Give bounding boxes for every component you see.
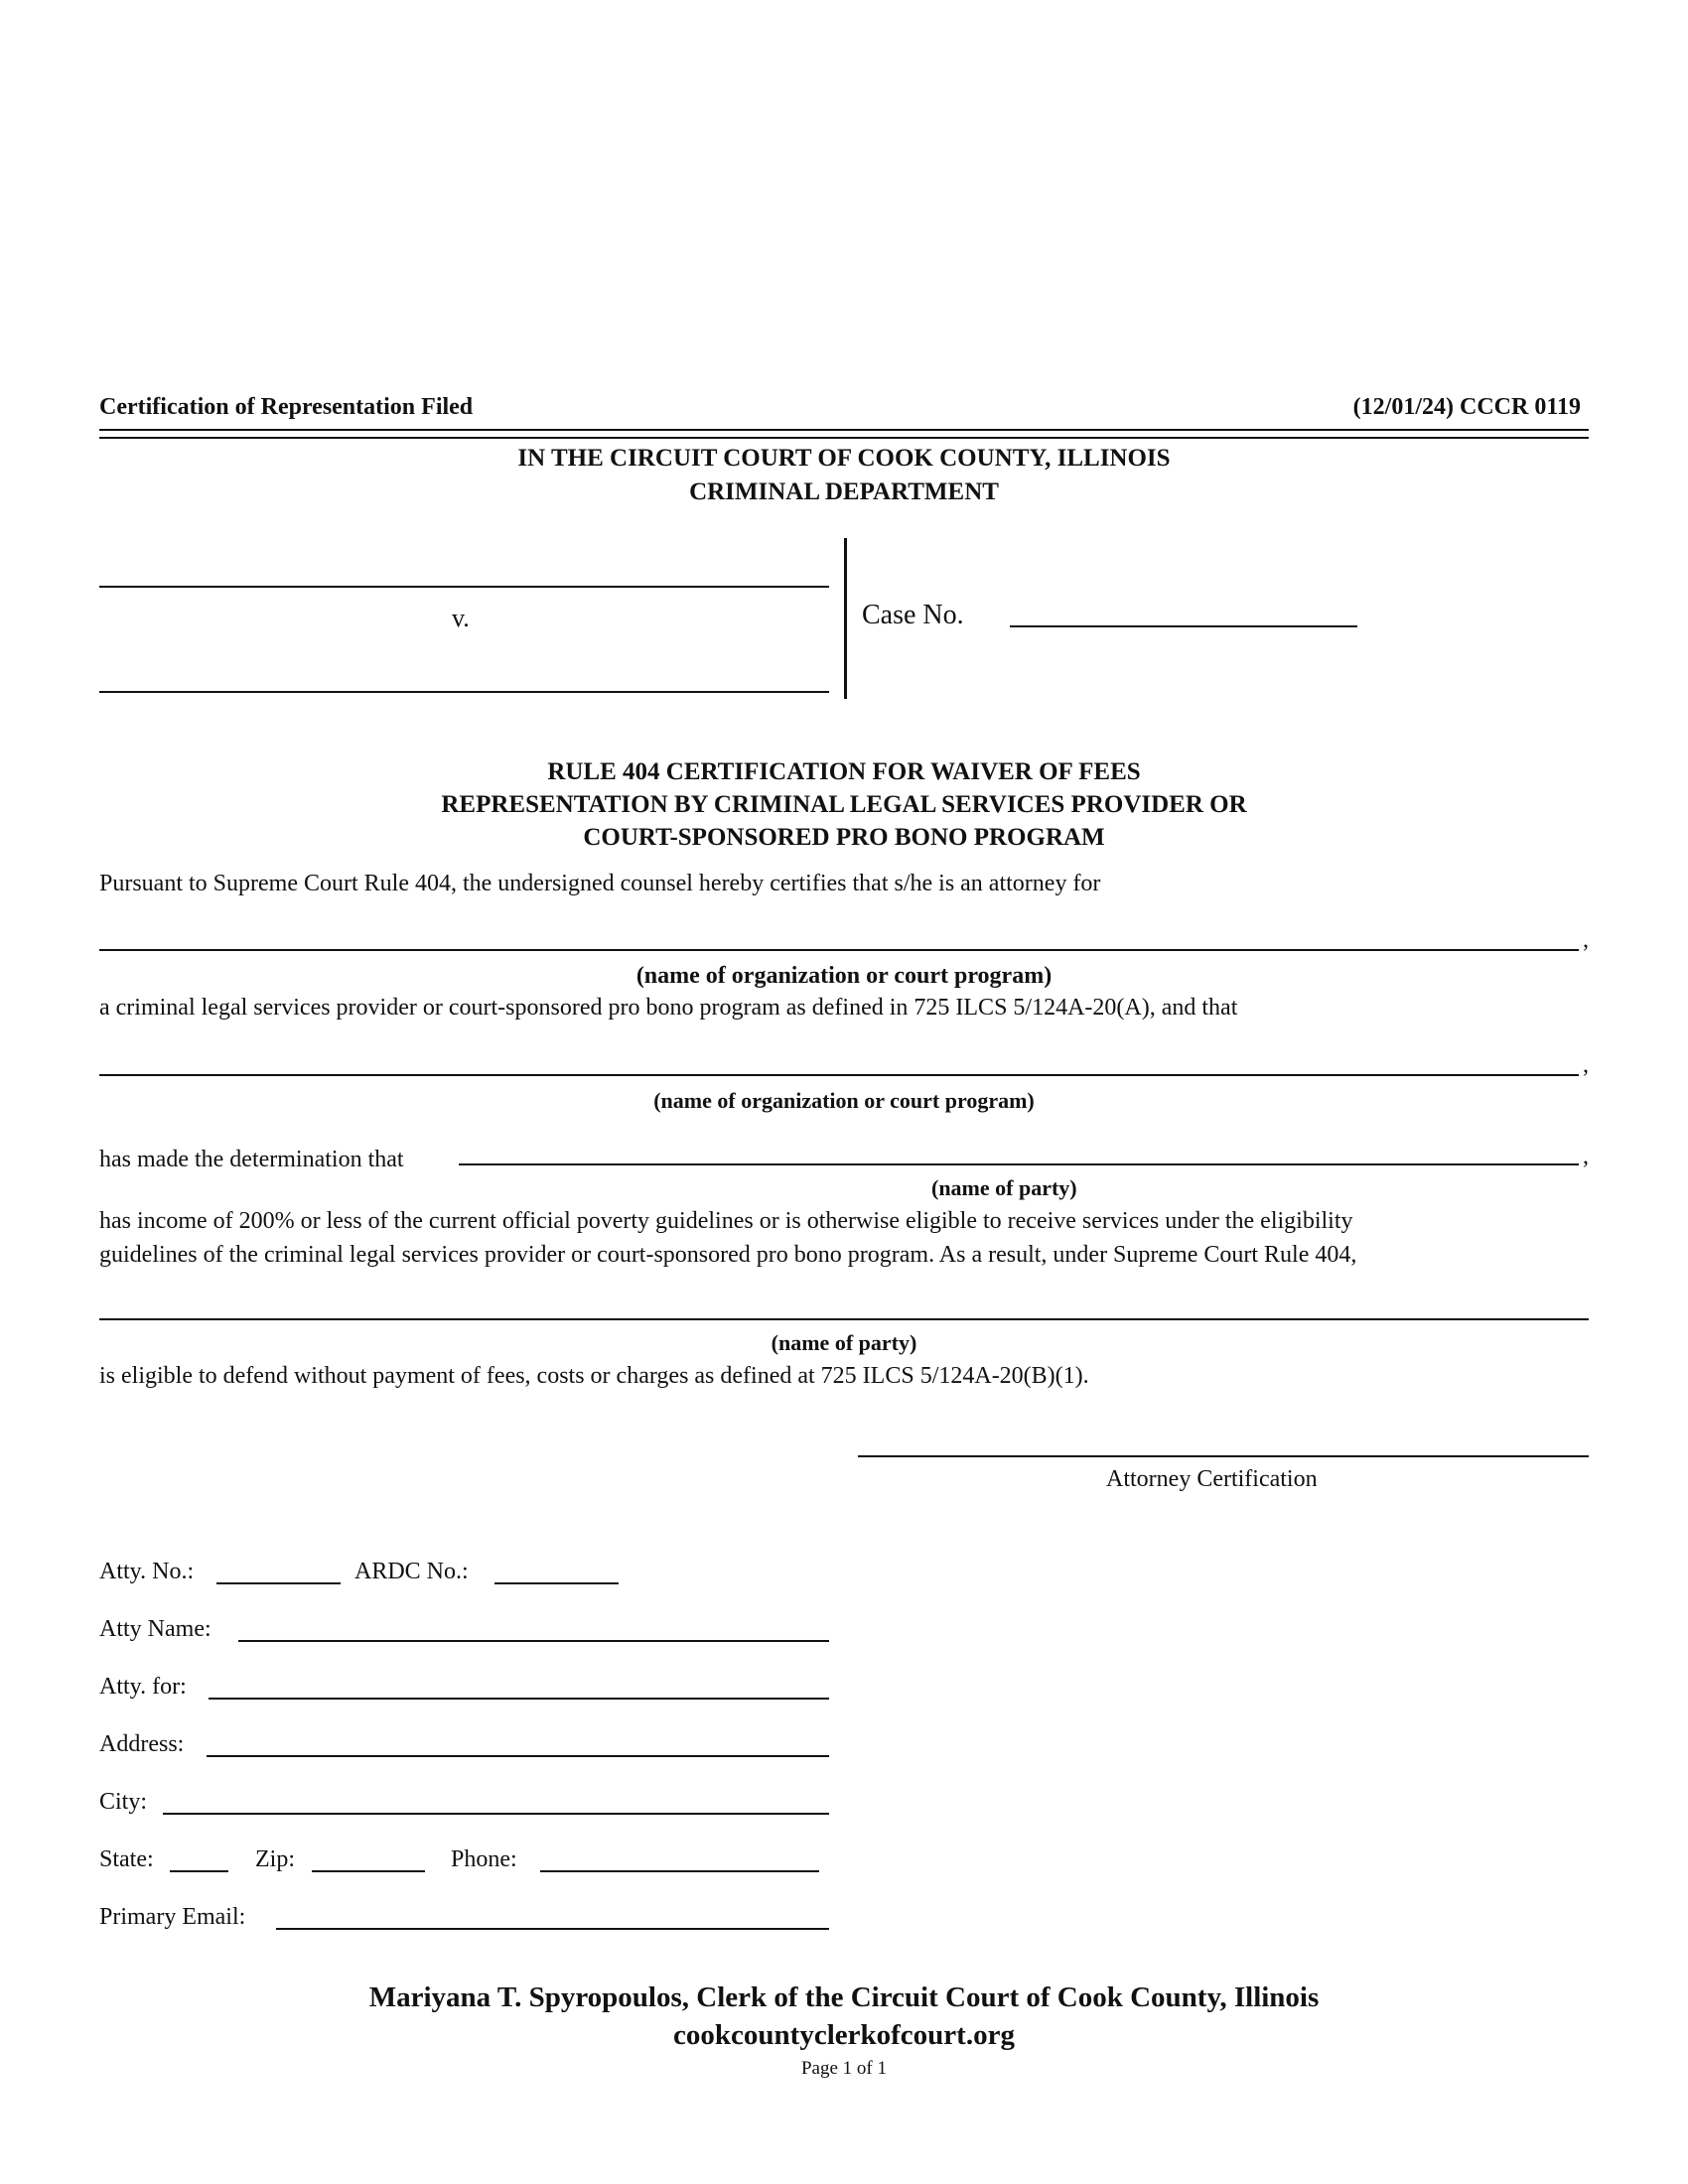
state-label: State: — [99, 1846, 154, 1872]
header-rule-top — [99, 429, 1589, 431]
city-label: City: — [99, 1789, 148, 1815]
caption-party-1: (name of party) — [931, 1175, 1077, 1200]
address-field[interactable] — [207, 1725, 829, 1753]
versus-text: v. — [452, 604, 470, 632]
case-number-field[interactable] — [1010, 596, 1357, 623]
footer-clerk: Mariyana T. Spyropoulos, Clerk of the Circuit Court of Cook County, Illinois — [368, 1981, 1320, 2013]
atty-for-label: Atty. for: — [99, 1674, 187, 1700]
comma-1: , — [1583, 927, 1589, 953]
state-field[interactable] — [170, 1841, 228, 1868]
footer-website[interactable]: cookcountyclerkofcourt.org — [673, 2019, 1015, 2051]
caption-organization-2: (name of organization or court program) — [653, 1088, 1035, 1113]
header-rule-bottom — [99, 437, 1589, 439]
defendant-line — [99, 691, 829, 693]
plaintiff-field[interactable] — [99, 556, 829, 584]
body-para-3-line-1: has income of 200% or less of the current official poverty guidelines or is otherwise eligible to receive services under the eligibility — [99, 1208, 1353, 1234]
footer-page-number: Page 1 of 1 — [800, 2058, 887, 2079]
title-line-1: RULE 404 CERTIFICATION FOR WAIVER OF FEES — [547, 758, 1141, 785]
body-para-4: is eligible to defend without payment of fees, costs or charges as defined at 725 ILCS 5/124A-20(B)(1). — [99, 1363, 1089, 1389]
atty-name-label: Atty Name: — [99, 1616, 211, 1642]
email-label: Primary Email: — [99, 1904, 246, 1930]
state-line — [170, 1870, 228, 1872]
party-field-2[interactable] — [99, 1289, 1589, 1316]
signature-line — [858, 1455, 1589, 1457]
form-title: Certification of Representation Filed — [99, 394, 474, 420]
organization-line-1 — [99, 949, 1579, 951]
comma-2: , — [1583, 1052, 1589, 1078]
zip-line — [312, 1870, 425, 1872]
body-para-1: Pursuant to Supreme Court Rule 404, the undersigned counsel hereby certifies that s/he is an attorney for — [99, 871, 1101, 896]
email-field[interactable] — [276, 1898, 829, 1926]
organization-line-2 — [99, 1074, 1579, 1076]
caption-party-2: (name of party) — [771, 1330, 917, 1355]
organization-field-1[interactable] — [99, 919, 1579, 947]
case-number-label: Case No. — [862, 600, 964, 630]
phone-label: Phone: — [451, 1846, 517, 1872]
signature-label: Attorney Certification — [1106, 1466, 1318, 1492]
email-line — [276, 1928, 829, 1930]
form-code: (12/01/24) CCCR 0119 — [1352, 394, 1581, 420]
ardc-field[interactable] — [494, 1553, 619, 1580]
party-line-2 — [99, 1318, 1589, 1320]
atty-for-field[interactable] — [209, 1668, 829, 1696]
determination-label: has made the determination that — [99, 1147, 404, 1172]
atty-no-label: Atty. No.: — [99, 1559, 195, 1584]
atty-for-line — [209, 1698, 829, 1700]
atty-no-line — [216, 1582, 341, 1584]
zip-field[interactable] — [312, 1841, 425, 1868]
title-line-2: REPRESENTATION BY CRIMINAL LEGAL SERVICES PROVIDER OR — [441, 791, 1247, 818]
atty-name-line — [238, 1640, 829, 1642]
zip-label: Zip: — [255, 1846, 295, 1872]
phone-line — [540, 1870, 819, 1872]
atty-name-field[interactable] — [238, 1610, 829, 1638]
defendant-field[interactable] — [99, 661, 829, 689]
ardc-line — [494, 1582, 619, 1584]
plaintiff-line — [99, 586, 829, 588]
city-field[interactable] — [163, 1783, 829, 1811]
atty-no-field[interactable] — [216, 1553, 341, 1580]
body-para-2: a criminal legal services provider or court-sponsored pro bono program as defined in 725 ILCS 5/124A-20(A), and that — [99, 995, 1238, 1021]
organization-field-2[interactable] — [99, 1044, 1579, 1072]
case-number-line — [1010, 625, 1357, 627]
ardc-label: ARDC No.: — [354, 1559, 469, 1584]
address-line — [207, 1755, 829, 1757]
caption-organization-1: (name of organization or court program) — [635, 963, 1053, 989]
court-department: CRIMINAL DEPARTMENT — [689, 478, 999, 505]
caption-divider — [844, 538, 847, 699]
body-para-3-line-2: guidelines of the criminal legal services provider or court-sponsored pro bono program. As a result, under Supreme Court Rule 404, — [99, 1242, 1357, 1268]
court-name: IN THE CIRCUIT COURT OF COOK COUNTY, ILLINOIS — [517, 445, 1171, 472]
comma-3: , — [1583, 1144, 1589, 1169]
phone-field[interactable] — [540, 1841, 819, 1868]
party-field-1[interactable] — [459, 1134, 1579, 1161]
signature-field[interactable] — [858, 1426, 1589, 1453]
title-line-3: COURT-SPONSORED PRO BONO PROGRAM — [583, 824, 1105, 851]
party-line-1 — [459, 1163, 1579, 1165]
city-line — [163, 1813, 829, 1815]
address-label: Address: — [99, 1731, 185, 1757]
